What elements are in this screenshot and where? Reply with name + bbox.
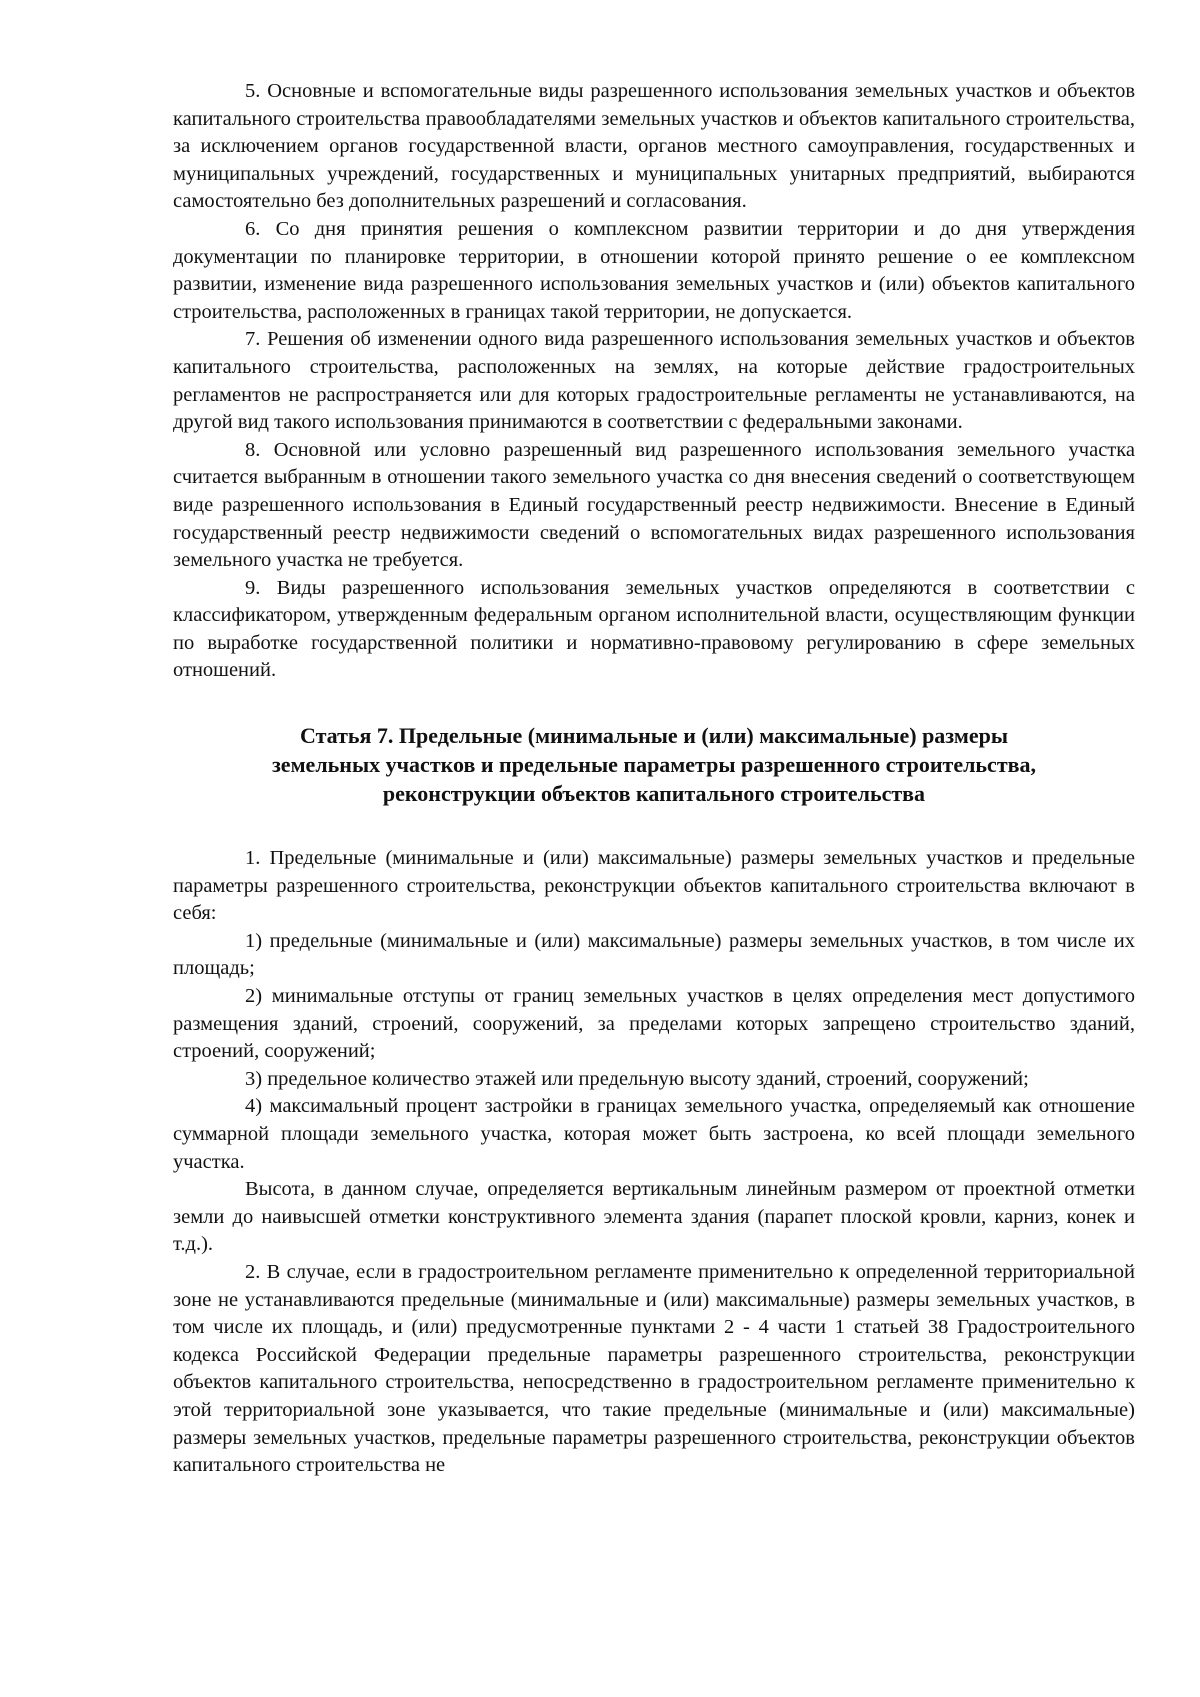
list-item-1: 1) предельные (минимальные и (или) максимальные) размеры земельных участков, в том числе их площадь; — [173, 929, 1135, 980]
list-item-3: 3) предельное количество этажей или предельную высоту зданий, строений, сооружений; — [245, 1067, 1029, 1090]
article-title-line-2: земельных участков и предельные параметры разрешенного строительства, — [271, 752, 1037, 778]
article-7-title — [173, 721, 1135, 808]
paragraph-5: 5. Основные и вспомогательные виды разрешенного использования земельных участков и объектов капитального строительства правообладателями земельных участков и объектов капитального строительства, за исключением органов государственной власти, органов местного самоуправления, государственных и муниципальных учреждений, государственных и муниципальных унитарных предприятий, выбираются самостоятельно без дополнительных разрешений и согласования. — [173, 80, 1135, 213]
article-title-line-1: Статья 7. Предельные (минимальные и (или) максимальные) размеры — [299, 723, 1009, 749]
paragraph-8: 8. Основной или условно разрешенный вид разрешенного использования земельного участка считается выбранным в отношении такого земельного участка со дня внесения сведений о соответствующем виде разрешенного использования в Единый государственный реестр недвижимости. Внесение в Единый государственный реестр недвижимости сведений о вспомогательных видах разрешенного использования земельного участка не требуется. — [173, 438, 1135, 572]
document-page — [173, 78, 1135, 1480]
paragraph-6: 6. Со дня принятия решения о комплексном развитии территории и до дня утверждения документации по планировке территории, в отношении которой принято решение о ее комплексном развитии, изменение вида разрешенного использования земельных участков и (или) объектов капитального строительства, расположенных в границах такой территории, не допускается. — [173, 217, 1135, 323]
paragraph-7: 7. Решения об изменении одного вида разрешенного использования земельных участков и объектов капитального строительства, расположенных на землях, на которые действие градостроительных регламентов не распространяется или для которых градостроительные регламенты не устанавливаются, на другой вид такого использования принимаются в соответствии с федеральными законами. — [173, 328, 1135, 434]
article-title-line-3: реконструкции объектов капитального строительства — [382, 781, 926, 807]
article-7-paragraph-1: 1. Предельные (минимальные и (или) максимальные) размеры земельных участков и предельные параметры разрешенного строительства, реконструкции объектов капитального строительства включают в себя: — [173, 847, 1135, 925]
list-item-2: 2) минимальные отступы от границ земельных участков в целях определения мест допустимого размещения зданий, строений, сооружений, за пределами которых запрещено строительство зданий, строений, сооружений; — [173, 985, 1135, 1063]
height-definition-paragraph: Высота, в данном случае, определяется вертикальным линейным размером от проектной отметки земли до наивысшей отметки конструктивного элемента здания (парапет плоской кровли, карниз, конек и т.д.). — [173, 1178, 1135, 1256]
paragraph-9: 9. Виды разрешенного использования земельных участков определяются в соответствии с классификатором, утвержденным федеральным органом исполнительной власти, осуществляющим функции по выработке государственной политики и нормативно-правовому регулированию в сфере земельных отношений. — [173, 576, 1135, 682]
article-7-paragraph-2: 2. В случае, если в градостроительном регламенте применительно к определенной территориальной зоне не устанавливаются предельные (минимальные и (или) максимальные) размеры земельных участков, в том числе их площадь, и (или) предусмотренные пунктами 2 - 4 части 1 статьей 38 Градостроительного кодекса Российской Федерации предельные параметры разрешенного строительства, реконструкции объектов капитального строительства, непосредственно в градостроительном регламенте применительно к этой территориальной зоне указывается, что такие предельные (минимальные и (или) максимальные) размеры земельных участков, предельные параметры разрешенного строительства, реконструкции объектов капитального строительства не — [173, 1260, 1135, 1477]
list-item-4: 4) максимальный процент застройки в границах земельного участка, определяемый как отношение суммарной площади земельного участка, которая может быть застроена, ко всей площади земельного участка. — [173, 1095, 1135, 1173]
